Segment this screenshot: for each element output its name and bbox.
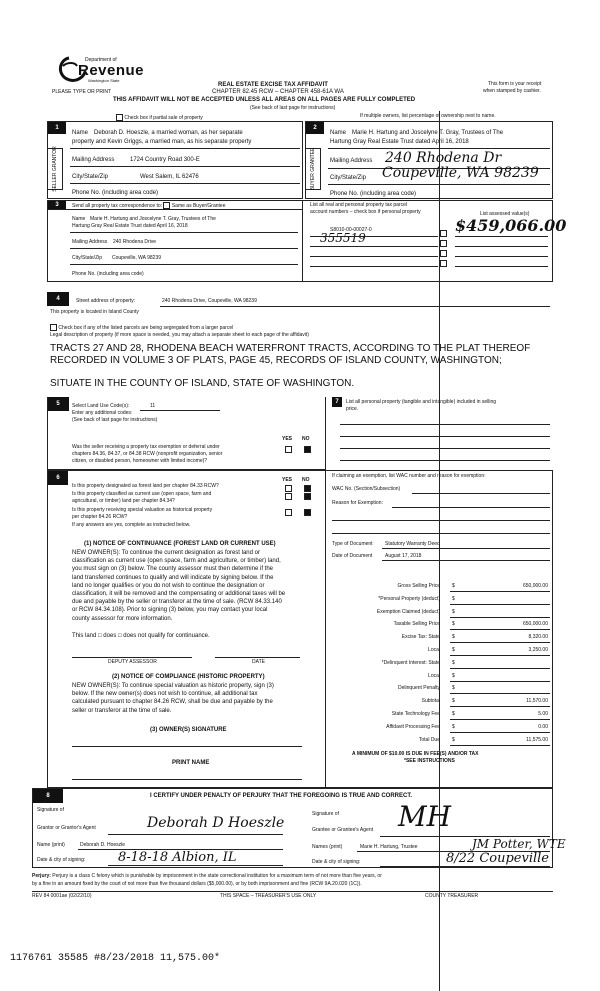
parcel-list-label: List all real and personal property tax parcel xyxy=(310,202,407,208)
section-6-q3: Is this property receiving special valuation as historical property xyxy=(72,507,213,513)
seller-name-label: Name xyxy=(72,130,89,136)
qualify-continuance: This land □ does □ does not qualify for continuance. xyxy=(72,633,210,639)
grantor-agent-label: Grantor or Grantor's Agent xyxy=(37,825,96,831)
seller-name-underline xyxy=(70,148,300,149)
tax-row-label: Local xyxy=(428,647,440,653)
tax-row-value[interactable]: 8,320.00 xyxy=(528,634,548,641)
grantor-date-city[interactable]: 8-18-18 Albion, IL xyxy=(118,850,237,865)
rev-number: REV 84 0001ae (02/22/10) xyxy=(32,893,92,899)
print-name-line xyxy=(72,779,302,780)
seller-city-label: City/State/Zip xyxy=(72,174,109,180)
parcel-list-label-2: account numbers – check box if personal property xyxy=(310,209,421,215)
street-address-underline xyxy=(160,306,550,307)
doc-type-label: Type of Document xyxy=(332,541,373,547)
legal-description-2[interactable]: RECORDED IN VOLUME 3 OF PLATS, PAGE 45, RECORDS OF ISLAND COUNTY, WASHINGTON; xyxy=(50,355,502,366)
tax-row-underline xyxy=(450,732,550,733)
tax-row-dollar: $ xyxy=(452,608,455,615)
notice-1-title: (1) NOTICE OF CONTINUANCE (FOREST LAND OR CURRENT USE) xyxy=(84,541,276,547)
section-6-q2b: agricultural, or timber) land per chapter 84.34? xyxy=(72,498,175,504)
section-3-divider xyxy=(302,200,303,282)
tax-row-label: *Delinquent Interest: State xyxy=(381,659,440,666)
notice-1-line: land no longer qualifies or you do not wish to continue the designation or xyxy=(72,582,265,589)
form-see-back: (See back of last page for instructions) xyxy=(250,105,336,111)
form-warning: THIS AFFIDAVIT WILL NOT BE ACCEPTED UNLESS ALL AREAS ON ALL PAGES ARE FULLY COMPLETED xyxy=(113,97,416,103)
section-6-if-yes: If any answers are yes, complete as instructed below. xyxy=(72,522,191,528)
tax-row-dollar: $ xyxy=(452,711,455,717)
buyer-city[interactable]: Coupeville, WA 98239 xyxy=(382,165,539,181)
section-3-name[interactable]: Marie H. Hartung and Joscelyne T. Gray, Trustees of The xyxy=(90,216,216,222)
seller-mailing-underline xyxy=(70,166,300,167)
forest-yes-checkbox[interactable] xyxy=(285,485,292,492)
section-7-text-2: price. xyxy=(346,406,359,412)
grantee-date-city-label: Date & city of signing: xyxy=(312,859,361,865)
assessed-line-4 xyxy=(455,266,548,267)
seller-name-2[interactable]: property and Kevin Griggs, a married man, as his separate property xyxy=(72,139,252,145)
section-5-box xyxy=(47,397,326,470)
notice-1-line: land transferred continues to qualify and will indicate by signing below. If the xyxy=(72,574,274,581)
wac-underline xyxy=(412,493,550,494)
section-7-text: List all personal property (tangible and intangible) included in selling xyxy=(346,399,497,405)
seller-mailing[interactable]: 1724 Country Road 300-E xyxy=(130,157,200,163)
section-3-mailing-underline xyxy=(70,248,298,249)
tax-row-label: *Personal Property (deduct) xyxy=(378,595,440,602)
section-6-q2: Is this property classified as current use (open space, farm and xyxy=(72,491,212,497)
owner-signature-line xyxy=(72,746,302,747)
assessed-value-label: List assessed value(s) xyxy=(480,211,530,217)
tax-row-dollar: $ xyxy=(452,595,455,602)
tax-row-value[interactable]: 0.00 xyxy=(538,723,548,730)
form-title: REAL ESTATE EXCISE TAX AFFIDAVIT xyxy=(218,82,328,88)
legal-description-label: Legal description of property (if more space is needed, you may attach a separate sheet to each page of the affidavit) xyxy=(50,332,309,338)
legal-description-3[interactable]: SITUATE IN THE COUNTY OF ISLAND, STATE OF WASHINGTON. xyxy=(50,378,355,389)
street-address[interactable]: 240 Rhodena Drive, Coupeville, WA 98239 xyxy=(162,298,257,304)
tax-row-underline xyxy=(450,604,550,605)
logo-revenue: Revenue xyxy=(78,62,145,79)
tax-row-underline xyxy=(450,629,550,630)
logo-state: Washington State xyxy=(88,78,120,83)
grantor-sig-of: Signature of xyxy=(37,807,64,813)
grantee-date-city[interactable]: 8/22 Coupeville xyxy=(446,851,549,866)
perjury-text-2: by a fine in an amount fixed by the court of not more than five thousand dollars ($5,000.00), or by both imprisonment and fine (RCW 9A.20.020 (1C)). xyxy=(32,881,362,887)
logo-dept-of: Department of xyxy=(85,57,117,63)
seller-mailing-label: Mailing Address xyxy=(72,157,115,163)
tax-row-label: State Technology Fee xyxy=(391,711,440,717)
tax-row-dollar: $ xyxy=(452,647,455,653)
notice-2-line: seller or transferor at the time of sale. xyxy=(72,707,172,714)
grantee-date-underline xyxy=(380,866,550,867)
seller-section-number: 1 xyxy=(48,122,66,134)
section-7-line-3 xyxy=(340,448,550,449)
perjury-bottom-line xyxy=(32,891,553,892)
tax-row-underline xyxy=(450,706,550,707)
tax-row-underline xyxy=(450,591,550,592)
tax-row-underline xyxy=(450,668,550,669)
section-3-name-underline xyxy=(70,232,298,233)
assessed-line-2 xyxy=(455,246,548,247)
grantee-agent-label: Grantee or Grantee's Agent xyxy=(312,827,373,833)
partial-sale-checkbox[interactable] xyxy=(116,114,123,121)
grantee-sig-of: Signature of xyxy=(312,811,339,817)
seller-side-label: SELLER GRANTOR xyxy=(47,148,63,190)
exemption-claim: If claiming an exemption, list WAC number and reason for exemption: xyxy=(332,473,486,479)
section-6-number: 6 xyxy=(48,471,68,485)
buyer-side-label: BUYER GRANTEE xyxy=(305,148,321,190)
tax-row-value[interactable]: 3,250.00 xyxy=(528,647,548,653)
tax-row-underline xyxy=(450,681,550,682)
grantor-name-print[interactable]: Deborah D. Hoeszle xyxy=(80,842,126,848)
parcel-line-3 xyxy=(310,256,438,257)
section-3-name-2[interactable]: Hartung Gray Real Estate Trust dated April 16, 2018 xyxy=(72,223,188,229)
section-3-city-underline xyxy=(70,264,298,265)
buyer-phone-label: Phone No. (including area code) xyxy=(330,191,417,197)
section-3-mailing-label: Mailing Address xyxy=(72,239,108,245)
tax-row-value[interactable]: 650,000.00 xyxy=(522,583,548,589)
doc-date[interactable]: August 17, 2018 xyxy=(385,553,422,559)
reason-line-2 xyxy=(332,520,550,521)
tax-row-underline xyxy=(450,745,550,746)
section-3-mailing[interactable]: 240 Rhodena Drive xyxy=(113,239,157,245)
tax-row-label: Taxable Selling Price xyxy=(393,621,440,628)
grantor-date-city-label: Date & city of signing: xyxy=(37,857,86,863)
partial-sale-label: Check box if partial sale of property xyxy=(124,114,203,121)
notice-2-title: (2) NOTICE OF COMPLIANCE (HISTORIC PROPERTY) xyxy=(112,674,265,680)
section-5-no: NO xyxy=(302,436,310,442)
notice-2-line: NEW OWNER(S): To continue special valuation as historic property, sign (3) xyxy=(72,683,274,689)
tax-row-dollar: $ xyxy=(452,736,455,743)
tax-row-dollar: $ xyxy=(452,659,455,666)
seller-city-underline xyxy=(70,183,300,184)
section-6-q1: Is this property designated as forest land per chapter 84.33 RCW? xyxy=(72,483,219,489)
tax-row-underline xyxy=(450,655,550,656)
see-instructions: *SEE INSTRUCTIONS xyxy=(404,758,455,764)
notice-1-line: you must sign on (3) below. The county assessor must then determine if the xyxy=(72,566,273,573)
section-7-number: 7 xyxy=(332,397,342,407)
located-in-county: This property is located in Island County xyxy=(50,309,139,315)
minimum-due: A MINIMUM OF $10.00 IS DUE IN FEE(S) AND/OR TAX xyxy=(352,751,479,757)
please-type: PLEASE TYPE OR PRINT xyxy=(52,89,112,95)
tax-row-dollar: $ xyxy=(452,672,455,679)
assessor-date-line xyxy=(215,657,300,658)
notice-2-line: calculated pursuant to chapter 84.26 RCW, shall be due and payable by the xyxy=(72,699,273,706)
tax-row-underline xyxy=(450,719,550,720)
reason-line-3 xyxy=(332,533,550,534)
receipt-note-2: when stamped by cashier. xyxy=(483,88,541,94)
buyer-mailing[interactable]: 240 Rhodena Dr xyxy=(385,150,502,166)
section-5-q1c: citizen, or disabled person, homeowner with limited income)? xyxy=(72,458,208,464)
section-3-send-all: Send all property tax correspondence to: Same as Buyer/Grantee xyxy=(72,202,226,209)
grantor-signature-line xyxy=(108,834,283,835)
notice-1-line: NEW OWNER(S): To continue the current designation as forest land or xyxy=(72,550,260,556)
forest-no-checkbox[interactable] xyxy=(304,485,311,492)
grantor-signature[interactable]: Deborah D Hoeszle xyxy=(147,815,285,831)
tax-row-label: Local xyxy=(428,672,440,679)
section-5-number: 5 xyxy=(47,397,69,411)
tax-row-value[interactable]: 5.00 xyxy=(538,711,548,717)
notice-1-line: or RCW 84.34.108). Prior to signing (3) below, you may contact your local xyxy=(72,607,268,614)
segregated-checkbox[interactable] xyxy=(50,324,57,331)
section-6-no: NO xyxy=(302,477,310,483)
tax-row-dollar: $ xyxy=(452,698,455,705)
tax-row-label: Affidavit Processing Fee xyxy=(386,723,440,730)
tax-row-label: Exemption Claimed (deduct) xyxy=(376,608,440,615)
notice-2-line: below. If the new owner(s) does not wish to continue, all additional tax xyxy=(72,691,258,698)
buyer-section-number: 2 xyxy=(306,122,324,134)
same-as-buyer-checkbox[interactable] xyxy=(163,202,170,209)
reason-label: Reason for Exemption: xyxy=(332,500,383,506)
doc-date-label: Date of Document xyxy=(332,553,373,559)
section-7-line-1 xyxy=(340,424,550,425)
grantee-signature[interactable]: MH xyxy=(398,800,452,833)
seller-phone-label: Phone No. (including area code) xyxy=(72,190,159,196)
notice-1-line: county assessor for more information. xyxy=(72,615,173,622)
tax-row-dollar: $ xyxy=(452,685,455,692)
receipt-note: This form is your receipt xyxy=(488,81,542,87)
legal-description-1[interactable]: TRACTS 27 AND 28, RHODENA BEACH WATERFRONT TRACTS, ACCORDING TO THE PLAT THEREOF xyxy=(50,343,531,354)
deputy-assessor-line xyxy=(72,657,192,658)
section-3-city-label: City/State/Zip xyxy=(72,255,103,261)
multiple-owners-note: If multiple owners, list percentage of ownership next to name. xyxy=(360,113,496,119)
tax-row-dollar: $ xyxy=(452,583,455,589)
form-chapter: CHAPTER 82.45 RCW – CHAPTER 458-61A WA xyxy=(212,89,344,95)
personal-property-checkbox-3[interactable] xyxy=(440,250,447,257)
county-treasurer: COUNTY TREASURER xyxy=(425,893,479,899)
notice-1-line: due and payable by the seller or transferor at the time of sale. (RCW 84.33.140 xyxy=(72,599,282,606)
assessed-value[interactable]: $459,066.00 xyxy=(455,216,567,235)
section-7-line-4 xyxy=(340,460,550,461)
tax-row-dollar: $ xyxy=(452,723,455,730)
tax-row-dollar: $ xyxy=(452,621,455,628)
buyer-name[interactable]: Marie H. Hartung and Joscelyne T. Gray, Trustees of The xyxy=(352,130,504,136)
tax-row-underline xyxy=(450,617,550,618)
parcel-line-1 xyxy=(310,236,438,237)
current-use-no-checkbox[interactable] xyxy=(304,493,311,500)
tax-row-value[interactable]: 650,000.00 xyxy=(522,621,548,628)
notice-1-line: classification as current use (open space, farm and agriculture, or timber) land, xyxy=(72,558,281,565)
land-use-code[interactable]: 11 xyxy=(150,403,156,409)
section-5-q1b: chapters 84.36, 84.37, or 84.38 RCW (nonprofit organization, senior xyxy=(72,451,223,457)
owner-signature-label: (3) OWNER(S) SIGNATURE xyxy=(150,727,227,733)
segregated-row: Check box if any of the listed parcels are being segregated from a larger parcel xyxy=(50,324,233,331)
tax-row-value[interactable]: 11,570.00 xyxy=(526,698,548,705)
section-8-number: 8 xyxy=(33,789,63,803)
print-name-label: PRINT NAME xyxy=(172,760,210,766)
tax-row-label: Gross Selling Price xyxy=(397,583,440,589)
land-use-label: Select Land Use Code(s): xyxy=(72,403,130,409)
parcel-line-4 xyxy=(310,266,438,267)
section-4-number: 4 xyxy=(47,292,69,306)
grantor-date-underline xyxy=(108,865,283,866)
buyer-name-2[interactable]: Hartung Gray Real Estate Trust dated April 16, 2018 xyxy=(330,139,469,145)
section-5-yes: YES xyxy=(282,436,293,442)
section-3-number: 3 xyxy=(48,201,66,209)
parcel-line-2 xyxy=(310,246,438,247)
tax-row-label: Subtotal xyxy=(421,698,440,705)
assessed-line-1 xyxy=(455,236,548,237)
additional-codes-label: Enter any additional codes: xyxy=(72,410,133,416)
notice-1-body xyxy=(72,549,285,623)
seller-city[interactable]: West Salem, IL 62476 xyxy=(140,174,199,180)
personal-property-checkbox-4[interactable] xyxy=(440,260,447,267)
doc-type-underline xyxy=(382,548,550,549)
section-6-q3b: per chapter 84.26 RCW? xyxy=(72,514,128,520)
personal-property-checkbox-1[interactable] xyxy=(440,230,447,237)
buyer-city-label: City/State/Zip xyxy=(330,175,367,181)
section-3-phone-label: Phone No. (including area code) xyxy=(72,271,144,277)
historic-no-checkbox[interactable] xyxy=(304,509,311,516)
notice-1-line: classification, it will be removed and the compensating or additional taxes will be xyxy=(72,591,286,598)
parcel-handwritten[interactable]: 355519 xyxy=(320,231,366,245)
treasurer-stamp: 1176761 35585 #8/23/2018 11,575.00* xyxy=(10,953,221,964)
tax-row-dollar: $ xyxy=(452,634,455,641)
assessed-line-3 xyxy=(455,256,548,257)
reason-underline xyxy=(392,507,550,508)
section-3-name-label: Name xyxy=(72,216,86,222)
grantee-name-print[interactable]: Marie H. Hartung, Trustee xyxy=(360,844,418,850)
treasurer-use-only: THIS SPACE – TREASURER'S USE ONLY xyxy=(220,893,317,899)
current-use-yes-checkbox[interactable] xyxy=(285,493,292,500)
doc-date-underline xyxy=(382,560,550,561)
deputy-assessor-label: DEPUTY ASSESSOR xyxy=(108,659,157,665)
section-7-line-2 xyxy=(340,436,550,437)
section-3-city[interactable]: Coupeville, WA 98239 xyxy=(112,255,162,261)
assessor-date-label: DATE xyxy=(252,659,265,665)
personal-property-checkbox-2[interactable] xyxy=(440,240,447,247)
certify-statement: I CERTIFY UNDER PENALTY OF PERJURY THAT THE FOREGOING IS TRUE AND CORRECT. xyxy=(150,793,413,799)
doc-type[interactable]: Statutory Warranty Deed xyxy=(385,541,440,547)
grantee-names-print-label: Names (print) xyxy=(312,844,343,850)
wac-label: WAC No. (Section/Subsection) xyxy=(332,486,401,492)
parcel-number[interactable]: S8010-00-00027-0 xyxy=(330,227,372,233)
notice-2-body xyxy=(72,682,274,715)
section-5-see-back: (See back of last page for instructions) xyxy=(72,417,158,423)
section-3-header-line xyxy=(47,209,302,210)
section-5-q1: Was the seller receiving a property tax exemption or deferral under xyxy=(72,444,220,450)
buyer-name-label: Name xyxy=(330,130,347,136)
historic-yes-checkbox[interactable] xyxy=(285,509,292,516)
section-6-yes: YES xyxy=(282,477,293,483)
tax-row-underline xyxy=(450,693,550,694)
tax-row-underline xyxy=(450,642,550,643)
buyer-mailing-label: Mailing Address xyxy=(330,158,373,164)
grantor-name-print-label: Name (print) xyxy=(37,842,65,848)
tax-row-value[interactable]: 11,575.00 xyxy=(526,736,548,743)
tax-row-label: Excise Tax: State xyxy=(401,634,440,641)
tax-row-label: Total Due xyxy=(418,736,440,743)
scan-line xyxy=(439,111,440,991)
seller-name[interactable]: Deborah D. Hoeszle, a married woman, as her separate xyxy=(94,130,243,136)
tax-row-label: Delinquent Penalty xyxy=(398,685,440,692)
street-address-label: Street address of property: xyxy=(76,298,136,304)
grantee-name-handwritten[interactable]: JM Potter, WTE xyxy=(472,837,566,851)
perjury-text: Perjury: Perjury is a class C felony which is punishable by imprisonment in the state correctional institution for a maximum term of not more than five years, or xyxy=(32,873,382,879)
